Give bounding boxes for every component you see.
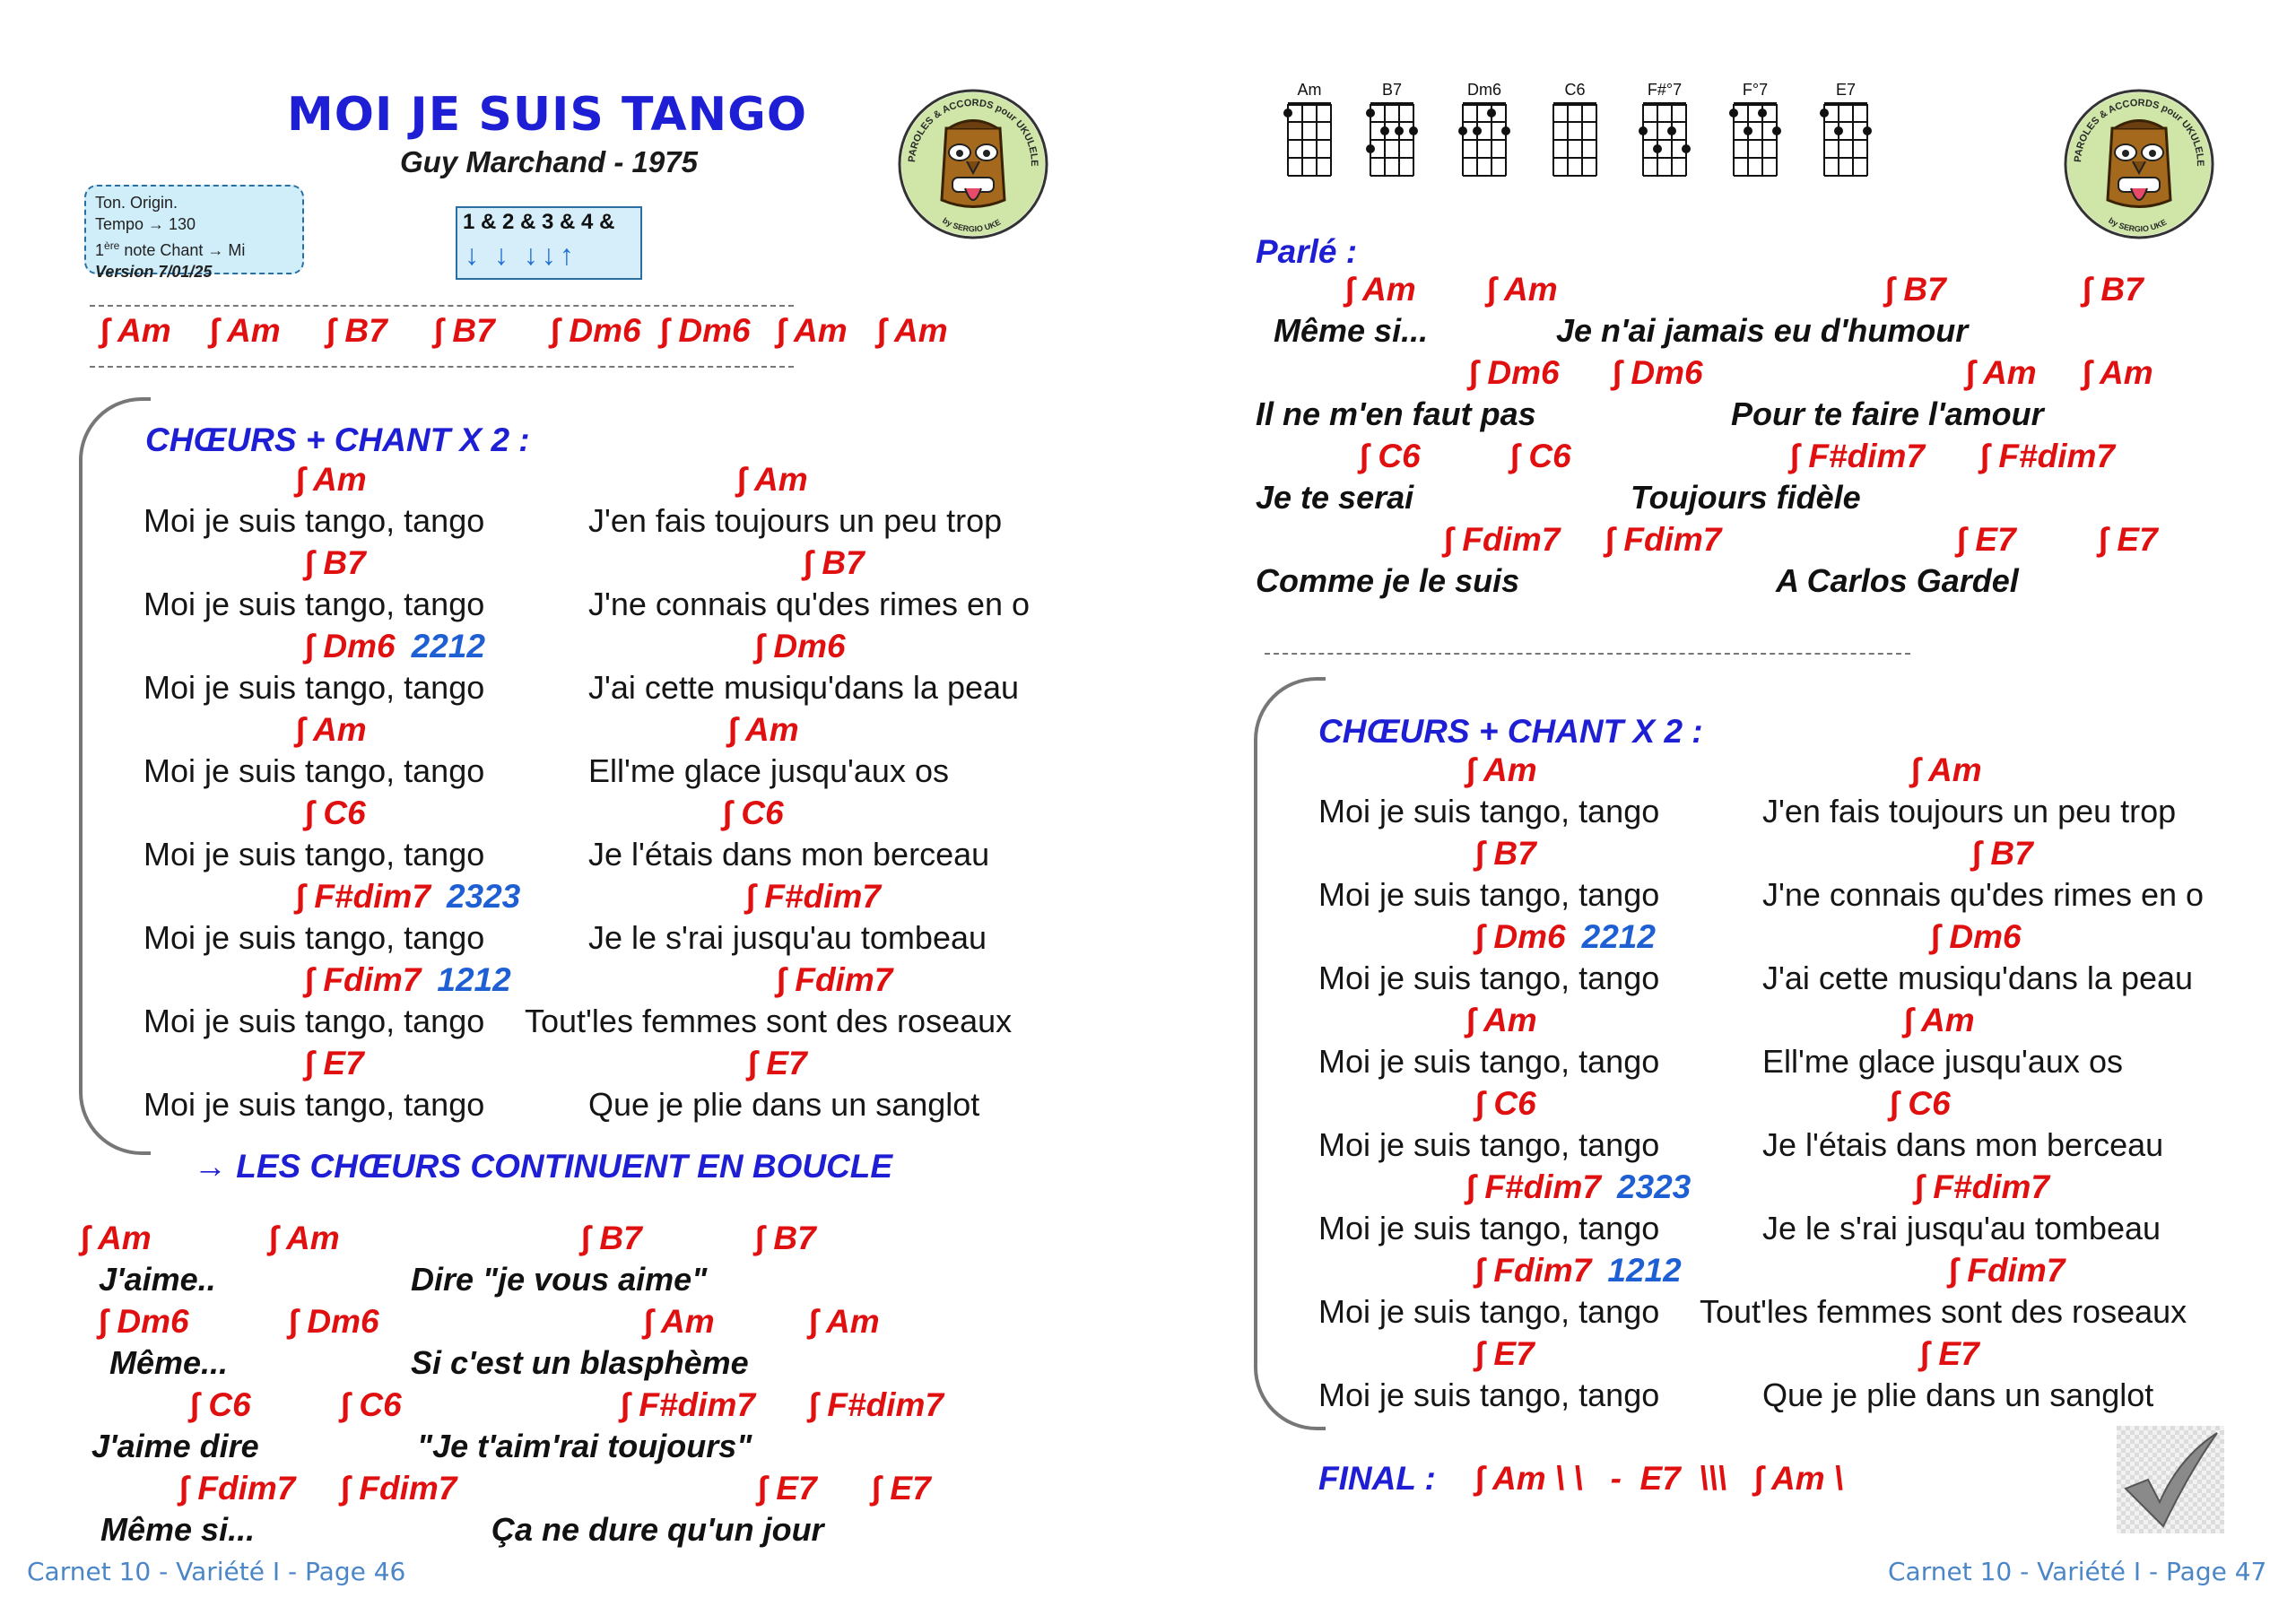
chord-right: ∫ Am: [728, 711, 799, 748]
lyric-right: Pour te faire l'amour: [1731, 395, 2044, 432]
lyric-left: Moi je suis tango, tango: [1318, 1126, 1660, 1163]
intro-chord: ∫ B7: [326, 312, 387, 349]
finger-dot: [1458, 126, 1467, 135]
chord: ∫ Dm6: [99, 1303, 189, 1340]
lyric-left: Moi je suis tango, tango: [144, 836, 485, 873]
logo-bottom-text: by SERGIO UKE: [2107, 215, 2169, 234]
chord-left: [1475, 918, 1656, 956]
finger-dot: [1772, 126, 1781, 135]
strum-count: 1 & 2 & 3 & 4 &: [463, 210, 615, 234]
chord-diagram: [1629, 81, 1700, 193]
lyric-left: Moi je suis tango, tango: [144, 1086, 485, 1123]
lyric-right: J'ai cette musiqu'dans la peau: [1762, 960, 2194, 996]
finger-dot: [1366, 109, 1375, 117]
info-version: Version 7/01/25: [95, 263, 213, 281]
chord-diagram: [1356, 81, 1428, 193]
song-subtitle: Guy Marchand - 1975: [400, 145, 698, 178]
chord-left: [1475, 835, 1536, 873]
lyric-right: Je n'ai jamais eu d'humour: [1556, 312, 1969, 349]
chord-left: [1466, 751, 1537, 789]
chord: ∫ Dm6: [1469, 354, 1560, 391]
finger-dot: [1729, 109, 1738, 117]
loop-note: → LES CHŒURS CONTINUENT EN BOUCLE: [194, 1148, 893, 1185]
lyric-right: Je le s'rai jusqu'au tombeau: [1762, 1210, 2161, 1246]
chord: ∫ Am: [81, 1220, 152, 1256]
chord-name: ∫ E7: [305, 1045, 364, 1081]
finger-dot: [1653, 144, 1662, 153]
lyric-right: Ell'me glace jusqu'aux os: [588, 752, 949, 789]
chorus-bracket: [79, 397, 151, 1155]
lyric-left: Je te serai: [1256, 479, 1414, 516]
finger-dot: [1744, 126, 1752, 135]
chord-right: ∫ Fdim7: [1949, 1252, 2066, 1289]
chord-diagram-name: Am: [1297, 81, 1322, 99]
chord-right: ∫ Dm6: [1931, 918, 2022, 955]
lyric-left: Même si...: [100, 1511, 256, 1548]
chord-diagram-name: B7: [1381, 81, 1403, 99]
chord: ∫ C6: [190, 1386, 251, 1423]
lyric-left: J'aime dire: [91, 1428, 259, 1464]
chord-left: [296, 711, 367, 749]
chorus-heading: CHŒURS + CHANT X 2 :: [145, 421, 530, 458]
chord: ∫ Am: [644, 1303, 715, 1340]
chord: ∫ Fdim7: [341, 1470, 457, 1507]
chord-name: ∫ Fdim7: [1475, 1252, 1592, 1289]
chord-left: [1466, 1168, 1691, 1206]
lyric-left: Il ne m'en faut pas: [1256, 395, 1536, 432]
info-box: [84, 185, 304, 281]
fingering-number: 1212: [1607, 1252, 1682, 1289]
chord-name: ∫ C6: [305, 795, 366, 831]
chord-name: ∫ B7: [1475, 835, 1536, 872]
lyric-right: A Carlos Gardel: [1776, 562, 2019, 599]
lyric-left: Moi je suis tango, tango: [1318, 1043, 1660, 1080]
lyric-left: Même si...: [1274, 312, 1429, 349]
chord-right: ∫ C6: [1890, 1085, 1951, 1122]
chord: ∫ B7: [581, 1220, 642, 1256]
chord-name: ∫ C6: [1475, 1085, 1536, 1122]
chord: ∫ Am: [2083, 354, 2153, 391]
chord: ∫ Fdim7: [1444, 521, 1561, 558]
logo-top-text: PAROLES & ACCORDS pour UKULELE: [906, 97, 1040, 167]
fretboard-grid: [1719, 100, 1791, 190]
chord-left: [296, 878, 520, 916]
right-page: [1148, 0, 2296, 1624]
chord: ∫ Dm6: [289, 1303, 379, 1340]
chord-diagram-name: C6: [1564, 81, 1586, 99]
finger-dot: [1501, 126, 1510, 135]
chord-right: ∫ Am: [737, 461, 808, 498]
lyric-right: Tout'les femmes sont des roseaux: [1700, 1293, 2187, 1330]
song-title: MOI JE SUIS TANGO: [287, 88, 808, 142]
chord: ∫ Am: [269, 1220, 340, 1256]
chord: ∫ B7: [1885, 271, 1946, 308]
lyric-right: J'ai cette musiqu'dans la peau: [588, 669, 1020, 706]
lyric-right: J'ne connais qu'des rimes en o: [588, 586, 1031, 622]
lyric-left: Moi je suis tango, tango: [1318, 876, 1660, 913]
spoken-heading: Parlé :: [1256, 233, 1358, 270]
fretboard-grid: [1810, 100, 1882, 190]
chord: ∫ E7: [1957, 521, 2016, 558]
lyric-left: Moi je suis tango, tango: [1318, 1376, 1660, 1413]
lyric-right: Tout'les femmes sont des roseaux: [525, 1003, 1013, 1039]
chord-name: ∫ E7: [1475, 1335, 1535, 1372]
fingering-number: 2323: [1616, 1168, 1692, 1205]
intro-chord: ∫ Am: [777, 312, 848, 349]
chord-name: ∫ F#dim7: [1466, 1168, 1601, 1205]
finger-dot: [1758, 109, 1767, 117]
chord-left: [305, 961, 511, 999]
footer-right: Carnet 10 - Variété I - Page 47: [1888, 1557, 2267, 1586]
intro-chord: ∫ B7: [434, 312, 495, 349]
lyric-left: Moi je suis tango, tango: [144, 669, 485, 706]
chord-right: ∫ C6: [723, 795, 784, 831]
chord-left: [305, 1045, 364, 1082]
chord: ∫ C6: [1510, 438, 1571, 474]
fretboard-grid: [1448, 100, 1520, 190]
chord-diagram: [1810, 81, 1882, 193]
chord: ∫ Fdim7: [1605, 521, 1722, 558]
finger-dot: [1380, 126, 1389, 135]
chord-diagram-name: Dm6: [1466, 81, 1501, 99]
chord-right: ∫ Am: [1904, 1002, 1975, 1038]
chord-left: [296, 461, 367, 499]
lyric-right: Je l'étais dans mon berceau: [1762, 1126, 2164, 1163]
lyric-right: Ell'me glace jusqu'aux os: [1762, 1043, 2123, 1080]
lyric-left: Moi je suis tango, tango: [1318, 1293, 1660, 1330]
lyric-left: Moi je suis tango, tango: [1318, 1210, 1660, 1246]
divider: [1265, 653, 1910, 655]
finger-dot: [1682, 144, 1691, 153]
chord-right: ∫ B7: [1972, 835, 2033, 872]
chord-left: [305, 544, 366, 582]
chord: ∫ Dm6: [1613, 354, 1703, 391]
chord: ∫ Fdim7: [179, 1470, 296, 1507]
chord-name: ∫ Am: [1466, 751, 1537, 788]
chord-diagrams: [1274, 81, 2126, 197]
finger-dot: [1409, 126, 1418, 135]
chord-right: ∫ Am: [1911, 751, 1982, 788]
chord: ∫ F#dim7: [809, 1386, 944, 1423]
lyric-left: Moi je suis tango, tango: [144, 1003, 485, 1039]
chord: ∫ Am: [809, 1303, 880, 1340]
chord-name: ∫ Fdim7: [305, 961, 422, 998]
lyric-right: Ça ne dure qu'un jour: [491, 1511, 824, 1548]
chord-right: ∫ Dm6: [755, 628, 846, 664]
chord: ∫ E7: [872, 1470, 931, 1507]
info-original-key: Ton. Origin.: [95, 194, 178, 212]
chord: ∫ E7: [2099, 521, 2158, 558]
chord-diagram-name: E7: [1835, 81, 1857, 99]
intro-chord: ∫ Am: [100, 312, 171, 349]
final-label: FINAL :: [1318, 1460, 1436, 1497]
chord-right: ∫ F#dim7: [1915, 1168, 2049, 1205]
final-sequence: ∫ Am \ \ - E7 \\\ ∫ Am \: [1475, 1460, 1844, 1497]
fretboard-grid: [1629, 100, 1700, 190]
finger-dot: [1395, 126, 1404, 135]
footer-left: Carnet 10 - Variété I - Page 46: [27, 1557, 406, 1586]
chord-name: ∫ Dm6: [1475, 918, 1566, 955]
lyric-left: J'aime..: [99, 1261, 216, 1298]
chord-right: ∫ E7: [1920, 1335, 1979, 1372]
chord-name: ∫ Am: [1466, 1002, 1537, 1038]
chord-name: ∫ B7: [305, 544, 366, 581]
chord-diagram: [1274, 81, 1345, 193]
chord-left: [305, 628, 485, 665]
finger-dot: [1667, 126, 1676, 135]
checkmark-icon: [2117, 1426, 2224, 1533]
lyric-left: Même...: [109, 1344, 229, 1381]
lyric-left: Moi je suis tango, tango: [144, 502, 485, 539]
chord-name: ∫ Am: [296, 461, 367, 498]
intro-chord: ∫ Dm6: [551, 312, 641, 349]
chord: ∫ Am: [1966, 354, 2037, 391]
finger-dot: [1639, 126, 1648, 135]
fretboard-grid: [1274, 100, 1345, 190]
lyric-right: J'en fais toujours un peu trop: [1762, 793, 2177, 829]
chord-name: ∫ Dm6: [305, 628, 396, 664]
logo-top-text: PAROLES & ACCORDS pour UKULELE: [2072, 97, 2206, 167]
chord: ∫ Am: [1345, 271, 1416, 308]
chord-left: [305, 795, 366, 832]
lyric-right: Si c'est un blasphème: [411, 1344, 749, 1381]
chord: ∫ B7: [755, 1220, 816, 1256]
fingering-number: 1212: [437, 961, 511, 998]
chord: ∫ E7: [758, 1470, 817, 1507]
lyric-left: Moi je suis tango, tango: [144, 752, 485, 789]
finger-dot: [1366, 144, 1375, 153]
chord-name: ∫ F#dim7: [296, 878, 430, 915]
fingering-number: 2212: [1581, 918, 1656, 955]
intro-chord: ∫ Am: [210, 312, 281, 349]
lyric-left: Moi je suis tango, tango: [1318, 793, 1660, 829]
chord: ∫ F#dim7: [1790, 438, 1925, 474]
lyric-right: Je l'étais dans mon berceau: [588, 836, 990, 873]
chord-right: ∫ E7: [748, 1045, 807, 1081]
chord-diagram: [1719, 81, 1791, 193]
fingering-number: 2212: [411, 628, 485, 664]
intro-chord: ∫ Am: [877, 312, 948, 349]
chord-diagram: [1448, 81, 1520, 193]
fretboard-grid: [1539, 100, 1611, 190]
chord-left: [1475, 1335, 1535, 1373]
chord-right: ∫ F#dim7: [746, 878, 881, 915]
finger-dot: [1473, 126, 1482, 135]
divider-bottom: [90, 366, 794, 368]
finger-dot: [1834, 126, 1843, 135]
finger-dot: [1863, 126, 1872, 135]
fingering-number: 2323: [446, 878, 521, 915]
lyric-right: Je le s'rai jusqu'au tombeau: [588, 919, 987, 956]
chord: ∫ C6: [341, 1386, 402, 1423]
chord-right: ∫ B7: [804, 544, 865, 581]
intro-chord: ∫ Dm6: [660, 312, 751, 349]
chord: ∫ F#dim7: [1980, 438, 2115, 474]
tiki-logo: [2063, 88, 2215, 240]
tiki-logo: [897, 88, 1049, 240]
lyric-right: J'ne connais qu'des rimes en o: [1762, 876, 2205, 913]
info-first-note: 1ère note Chant → Mi: [95, 239, 246, 259]
lyric-right: Que je plie dans un sanglot: [1762, 1376, 2154, 1413]
chorus-bracket: [1254, 677, 1326, 1430]
chord: ∫ B7: [2083, 271, 2144, 308]
chorus-heading: CHŒURS + CHANT X 2 :: [1318, 713, 1703, 750]
lyric-right: Dire "je vous aime": [411, 1261, 708, 1298]
lyric-right: Toujours fidèle: [1631, 479, 1861, 516]
lyric-right: "Je t'aim'rai toujours": [417, 1428, 752, 1464]
fretboard-grid: [1356, 100, 1428, 190]
lyric-left: Moi je suis tango, tango: [1318, 960, 1660, 996]
divider-top: [90, 305, 794, 307]
lyric-left: Moi je suis tango, tango: [144, 919, 485, 956]
chord: ∫ Am: [1487, 271, 1558, 308]
info-tempo: Tempo → 130: [95, 215, 196, 233]
lyric-left: Comme je le suis: [1256, 562, 1520, 599]
chord-diagram-name: F°7: [1742, 81, 1769, 99]
chord-right: ∫ Fdim7: [777, 961, 893, 998]
chord-diagram: [1539, 81, 1611, 193]
lyric-left: Moi je suis tango, tango: [144, 586, 485, 622]
chord: ∫ F#dim7: [621, 1386, 755, 1423]
finger-dot: [1283, 109, 1292, 117]
logo-bottom-text: by SERGIO UKE: [941, 215, 1003, 234]
chord-left: [1466, 1002, 1537, 1039]
strum-arrows: ↓ ↓ ↓↓↑: [465, 239, 578, 271]
chord-name: ∫ Am: [296, 711, 367, 748]
strum-pattern: [456, 206, 642, 280]
lyric-right: Que je plie dans un sanglot: [588, 1086, 980, 1123]
chord-diagram-name: F#°7: [1647, 81, 1683, 99]
finger-dot: [1820, 109, 1829, 117]
chord-left: [1475, 1085, 1536, 1123]
lyric-right: J'en fais toujours un peu trop: [588, 502, 1003, 539]
chord: ∫ C6: [1360, 438, 1421, 474]
chord-left: [1475, 1252, 1682, 1290]
finger-dot: [1487, 109, 1496, 117]
